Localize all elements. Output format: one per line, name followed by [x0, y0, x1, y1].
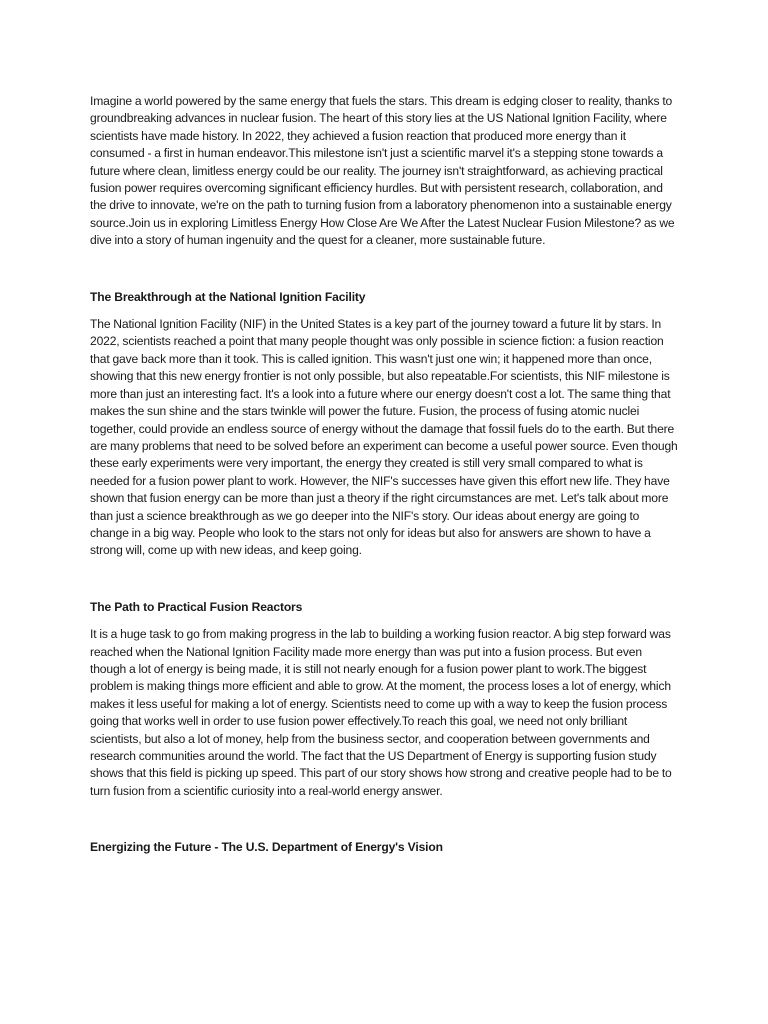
section-body-nif-breakthrough: The National Ignition Facility (NIF) in the United States is a key part of the journey toward a future lit by stars. In 2022, scientists reached a point that many people thought was only possible in science fiction: a fusion reaction that gave back more than it took. This is called ignition. This wasn't just one win; it happened more than once, showing that this new energy frontier is not only possible, but also repeatable.For scientists, this NIF milestone is more than just an interesting fact. It's a look into a future where our energy doesn't cost a lot. The same thing that makes the sun shine and the stars twinkle will power the future. Fusion, the process of fusing atomic nuclei together, could provide an endless source of energy without the damage that fossil fuels do to the earth. But there are many problems that need to be solved before an experiment can become a useful power source. Even though these early experiments were very important, the energy they created is still very small compared to what is needed for a fusion power plant to work. However, the NIF's successes have given this effort new life. They have shown that fusion energy can be more than just a theory if the right circumstances are met. Let's talk about more than just a science breakthrough as we go deeper into the NIF's story. Our ideas about energy are going to change in a big way. People who look to the stars not only for ideas but also for answers are shown to have a strong will, come up with new ideas, and keep going.	[90, 317, 678, 558]
section-heading-practical-reactors: The Path to Practical Fusion Reactors	[90, 599, 303, 614]
section-body-practical-reactors: It is a huge task to go from making progress in the lab to building a working fusion reactor. A big step forward was reached when the National Ignition Facility made more energy than was put into a fusion process. But even though a lot of energy is being made, it is still not nearly enough for a fusion power plant to work.The biggest problem is making things more efficient and able to grow. At the moment, the process loses a lot of energy, which makes it less useful for making a lot of energy. Scientists need to come up with a way to keep the fusion process going that works well in order to use fusion power effectively.To reach this goal, we need not only brilliant scientists, but also a lot of money, help from the business sector, and cooperation between governments and research communities around the world. The fact that the US Department of Energy is supporting fusion study shows that this field is picking up speed. This part of our story shows how strong and creative people had to be to turn fusion from a scientific curiosity into a real-world energy answer.	[90, 627, 672, 798]
section-heading-nif-breakthrough: The Breakthrough at the National Ignition Facility	[90, 289, 366, 304]
document-page	[90, 93, 680, 857]
section-heading-doe-vision: Energizing the Future - The U.S. Department of Energy's Vision	[90, 840, 443, 855]
intro-paragraph: Imagine a world powered by the same energy that fuels the stars. This dream is edging closer to reality, thanks to groundbreaking advances in nuclear fusion. The heart of this story lies at the US National Ignition Facility, where scientists have made history. In 2022, they achieved a fusion reaction that produced more energy than it consumed - a first in human endeavor.This milestone isn't just a scientific marvel it's a stepping stone towards a future where clean, limitless energy could be our reality. The journey isn't straightforward, as achieving practical fusion power requires overcoming significant efficiency hurdles. But with persistent research, collaboration, and the drive to innovate, we're on the path to turning fusion from a laboratory phenomenon into a sustainable energy source.Join us in exploring Limitless Energy How Close Are We After the Latest Nuclear Fusion Milestone? as we dive into a story of human ingenuity and the quest for a cleaner, more sustainable future.	[90, 94, 675, 248]
